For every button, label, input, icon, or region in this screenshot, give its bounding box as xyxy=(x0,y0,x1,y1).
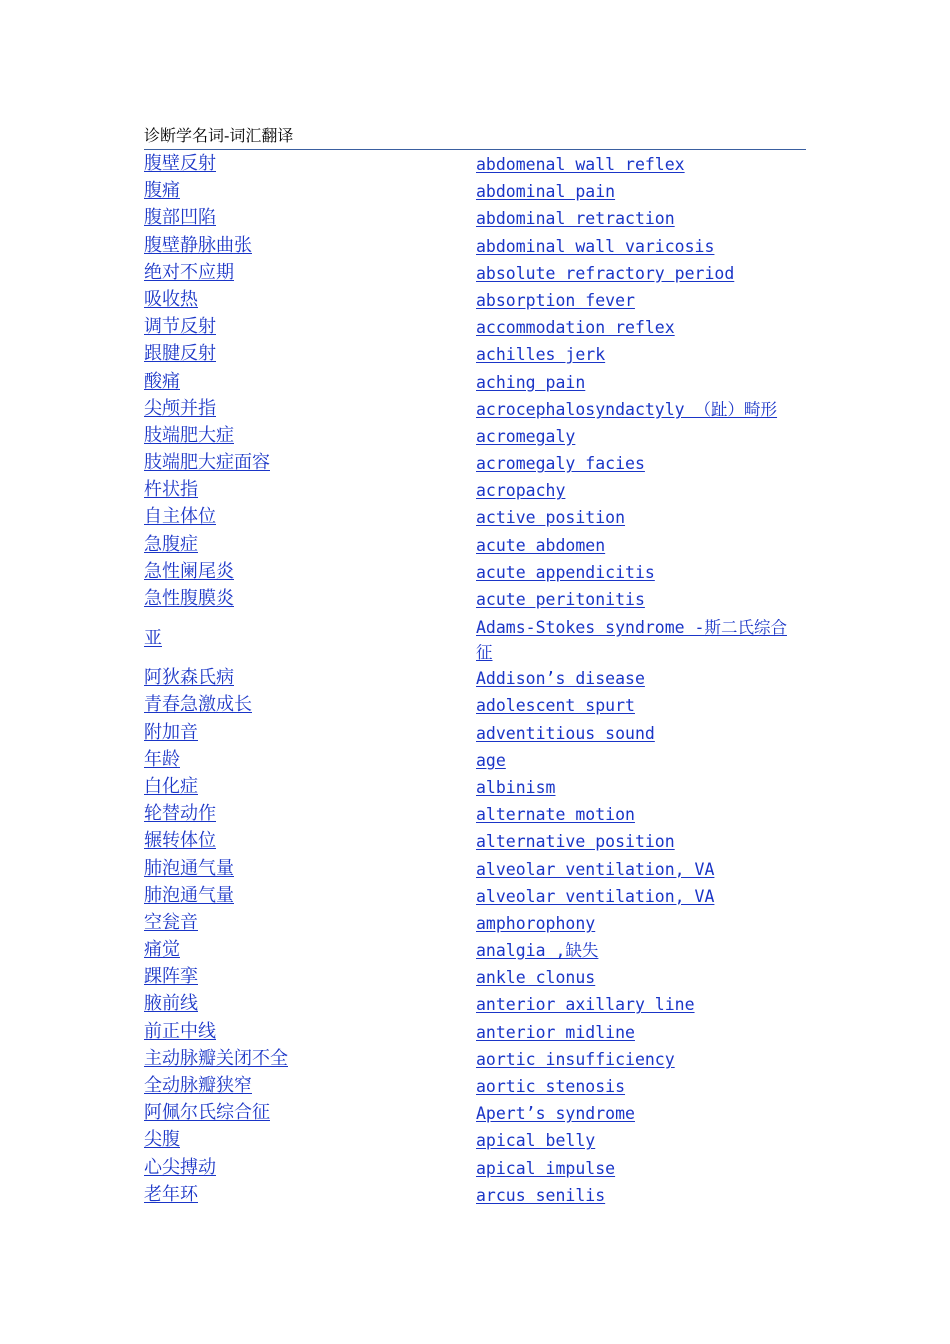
vocab-row xyxy=(144,369,806,396)
english-term-link[interactable]: amphorophony xyxy=(476,913,596,933)
vocab-row xyxy=(144,178,806,205)
english-term-link[interactable]: aching pain xyxy=(476,372,586,392)
vocab-row xyxy=(144,1127,806,1154)
vocab-row xyxy=(144,233,806,260)
chinese-term-link[interactable]: 跟腱反射 xyxy=(144,343,216,365)
chinese-term-link[interactable]: 白化症 xyxy=(144,775,198,797)
english-term-link[interactable]: absorption fever xyxy=(476,290,635,310)
chinese-term-link[interactable]: 亚 xyxy=(144,628,162,650)
chinese-term-link[interactable]: 腹壁静脉曲张 xyxy=(144,234,252,256)
chinese-term-link[interactable]: 前正中线 xyxy=(144,1020,216,1042)
chinese-term-link[interactable]: 急性腹膜炎 xyxy=(144,588,234,609)
english-term-link[interactable]: alternate motion xyxy=(476,805,635,825)
chinese-term-link[interactable]: 急性阑尾炎 xyxy=(144,560,234,582)
english-term-link[interactable]: arcus senilis xyxy=(476,1185,606,1205)
vocab-row xyxy=(144,477,806,504)
vocab-row xyxy=(144,205,806,232)
english-term-link[interactable]: apical impulse xyxy=(476,1158,616,1178)
english-term-link[interactable]: absolute refractory period xyxy=(476,263,735,283)
chinese-term-link[interactable]: 主动脉瓣关闭不全 xyxy=(144,1047,288,1069)
english-term-link[interactable]: apical belly xyxy=(476,1131,596,1151)
vocab-row xyxy=(144,1155,806,1182)
vocab-row xyxy=(144,1073,806,1100)
vocab-row xyxy=(144,1046,806,1073)
vocab-row xyxy=(144,341,806,368)
english-term-link[interactable]: acute peritonitis xyxy=(476,590,645,609)
english-term-link[interactable]: acute abdomen xyxy=(476,535,606,555)
english-term-link[interactable]: aortic insufficiency xyxy=(476,1049,675,1069)
chinese-term-link[interactable]: 年龄 xyxy=(144,748,180,770)
vocab-row xyxy=(144,937,806,964)
english-term-link[interactable]: alternative position xyxy=(476,832,675,852)
english-term-link[interactable]: adventitious sound xyxy=(476,723,655,743)
vocab-row xyxy=(144,260,806,287)
chinese-term-link[interactable]: 自主体位 xyxy=(144,506,216,528)
english-term-link[interactable]: analgia ,缺失 xyxy=(476,941,599,961)
english-term-link[interactable]: Adams-Stokes syndrome -斯二氏综合征 xyxy=(476,618,787,663)
chinese-term-link[interactable]: 腋前线 xyxy=(144,993,198,1015)
vocab-row xyxy=(144,665,806,692)
vocab-row xyxy=(144,423,806,450)
vocab-row xyxy=(144,774,806,801)
english-term-link[interactable]: acrocephalosyndactyly （趾）畸形 xyxy=(476,399,778,419)
chinese-term-link[interactable]: 腹部凹陷 xyxy=(144,207,216,229)
english-term-link[interactable]: acromegaly xyxy=(476,426,576,446)
chinese-term-link[interactable]: 肺泡通气量 xyxy=(144,857,234,879)
english-term-link[interactable]: abdominal wall varicosis xyxy=(476,236,715,256)
chinese-term-link[interactable]: 青春急激成长 xyxy=(144,694,252,716)
chinese-term-link[interactable]: 绝对不应期 xyxy=(144,261,234,283)
english-term-link[interactable]: age xyxy=(476,750,506,770)
vocabulary-table xyxy=(144,151,806,1209)
chinese-term-link[interactable]: 肢端肥大症 xyxy=(144,424,234,446)
chinese-term-link[interactable]: 全动脉瓣狭窄 xyxy=(144,1075,252,1096)
vocab-row xyxy=(144,586,806,613)
chinese-term-link[interactable]: 急腹症 xyxy=(144,533,198,555)
english-term-link[interactable]: anterior axillary line xyxy=(476,995,695,1015)
english-term-link[interactable]: accommodation reflex xyxy=(476,318,675,338)
english-term-link[interactable]: Addison’s disease xyxy=(476,669,645,689)
vocab-row xyxy=(144,613,806,665)
chinese-term-link[interactable]: 心尖搏动 xyxy=(144,1156,216,1178)
english-term-link[interactable]: adolescent spurt xyxy=(476,696,635,716)
page-title: 诊断学名词-词汇翻译 xyxy=(144,126,294,145)
chinese-term-link[interactable]: 辗转体位 xyxy=(144,830,216,852)
vocab-row xyxy=(144,151,806,178)
vocab-row xyxy=(144,747,806,774)
english-term-link[interactable]: alveolar ventilation, VA xyxy=(476,859,715,879)
vocab-row xyxy=(144,559,806,586)
chinese-term-link[interactable]: 老年环 xyxy=(144,1183,198,1205)
english-term-link[interactable]: ankle clonus xyxy=(476,968,596,988)
page-header xyxy=(144,124,806,150)
vocab-row xyxy=(144,287,806,314)
english-term-link[interactable]: acromegaly facies xyxy=(476,454,645,474)
vocab-row xyxy=(144,504,806,531)
vocab-row xyxy=(144,396,806,423)
english-term-link[interactable]: abdominal retraction xyxy=(476,209,675,229)
vocab-row xyxy=(144,692,806,719)
vocab-row xyxy=(144,1100,806,1127)
vocab-row xyxy=(144,883,806,910)
chinese-term-link[interactable]: 附加音 xyxy=(144,721,198,743)
vocab-row xyxy=(144,828,806,855)
chinese-term-link[interactable]: 尖腹 xyxy=(144,1129,180,1151)
english-term-link[interactable]: achilles jerk xyxy=(476,345,606,365)
vocab-row xyxy=(144,801,806,828)
english-term-link[interactable]: alveolar ventilation, VA xyxy=(476,886,715,906)
chinese-term-link[interactable]: 轮替动作 xyxy=(144,803,216,825)
english-term-link[interactable]: anterior midline xyxy=(476,1022,635,1042)
vocab-row xyxy=(144,532,806,559)
chinese-term-link[interactable]: 痛觉 xyxy=(144,939,180,961)
chinese-term-link[interactable]: 阿狄森氏病 xyxy=(144,667,234,689)
chinese-term-link[interactable]: 腹壁反射 xyxy=(144,153,216,174)
chinese-term-link[interactable]: 杵状指 xyxy=(144,479,198,501)
chinese-term-link[interactable]: 肺泡通气量 xyxy=(144,884,234,906)
english-term-link[interactable]: aortic stenosis xyxy=(476,1077,626,1096)
english-term-link[interactable]: acropachy xyxy=(476,481,566,501)
vocab-row xyxy=(144,991,806,1018)
chinese-term-link[interactable]: 腹痛 xyxy=(144,180,180,202)
chinese-term-link[interactable]: 空瓮音 xyxy=(144,911,198,933)
chinese-term-link[interactable]: 酸痛 xyxy=(144,370,180,392)
vocab-row xyxy=(144,314,806,341)
vocab-row xyxy=(144,910,806,937)
vocab-row xyxy=(144,964,806,991)
vocab-row xyxy=(144,1182,806,1209)
chinese-term-link[interactable]: 尖颅并指 xyxy=(144,397,216,419)
vocab-row xyxy=(144,720,806,747)
english-term-link[interactable]: acute appendicitis xyxy=(476,562,655,582)
chinese-term-link[interactable]: 肢端肥大症面容 xyxy=(144,452,270,474)
chinese-term-link[interactable]: 吸收热 xyxy=(144,288,198,310)
english-term-link[interactable]: active position xyxy=(476,508,626,528)
vocab-row xyxy=(144,450,806,477)
english-term-link[interactable]: abdominal pain xyxy=(476,182,616,202)
english-term-link[interactable]: Apert’s syndrome xyxy=(476,1104,635,1124)
english-term-link[interactable]: abdomenal wall reflex xyxy=(476,155,685,174)
chinese-term-link[interactable]: 踝阵挛 xyxy=(144,966,198,988)
chinese-term-link[interactable]: 调节反射 xyxy=(144,316,216,338)
english-term-link[interactable]: albinism xyxy=(476,777,556,797)
chinese-term-link[interactable]: 阿佩尔氏综合征 xyxy=(144,1102,270,1124)
vocab-row xyxy=(144,856,806,883)
vocab-row xyxy=(144,1019,806,1046)
